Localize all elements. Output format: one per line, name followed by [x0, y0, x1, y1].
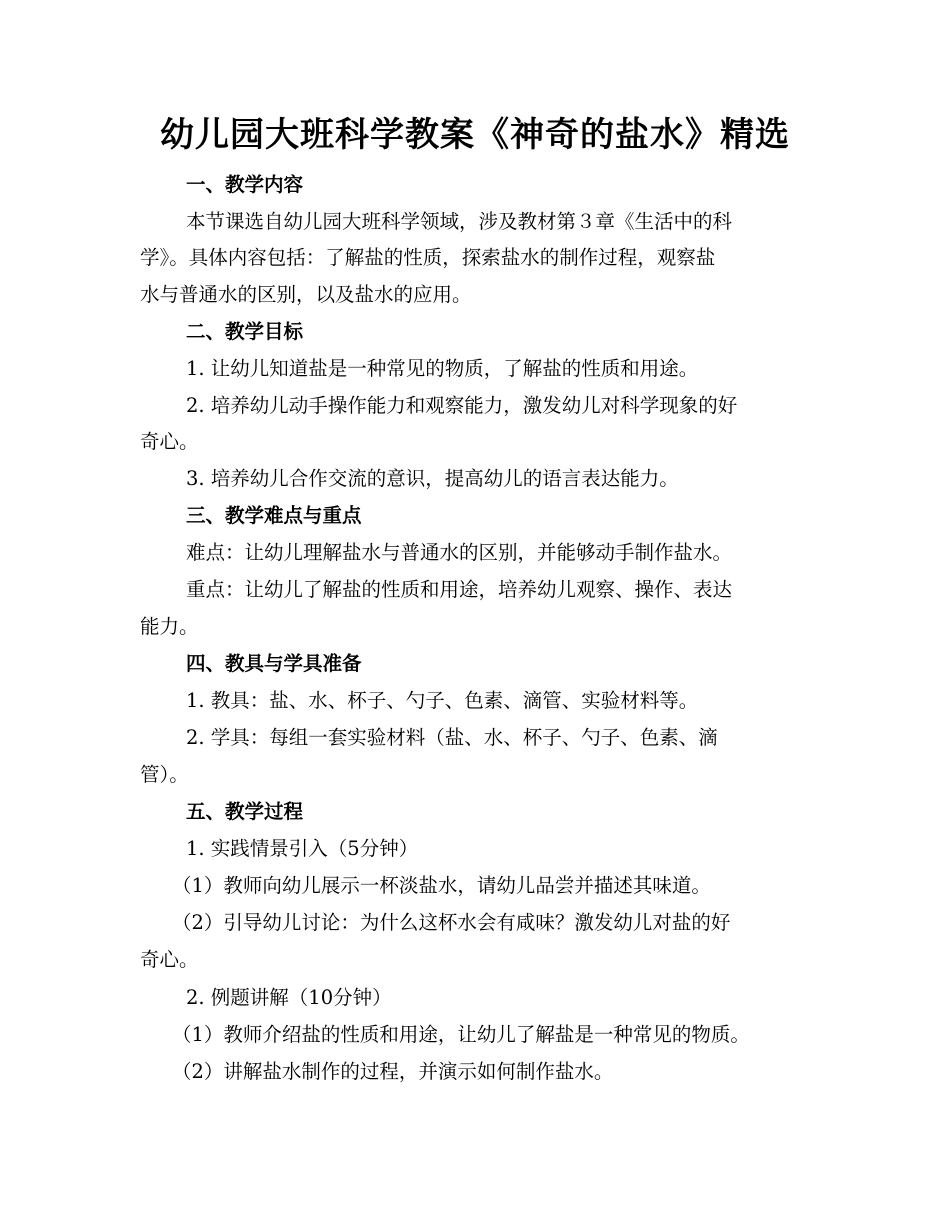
document-title: 幼儿园大班科学教案《神奇的盐水》精选: [160, 115, 790, 155]
sub-list-item: （1）教师介绍盐的性质和用途，让幼儿了解盐是一种常见的物质。: [172, 1023, 750, 1046]
list-item: 1. 实践情景引入（5分钟）: [186, 837, 419, 860]
section-heading-objectives: 二、教学目标: [186, 320, 304, 343]
section-heading-process: 五、教学过程: [186, 800, 304, 823]
paragraph-line: 水与普通水的区别，以及盐水的应用。: [140, 283, 472, 306]
list-item: 3. 培养幼儿合作交流的意识，提高幼儿的语言表达能力。: [186, 467, 679, 490]
sub-list-item: （2）讲解盐水制作的过程，并演示如何制作盐水。: [172, 1060, 614, 1083]
paragraph-line: 重点：让幼儿了解盐的性质和用途，培养幼儿观察、操作、表达: [186, 578, 733, 601]
list-item: 1. 让幼儿知道盐是一种常见的物质，了解盐的性质和用途。: [186, 357, 699, 380]
section-heading-difficulties: 三、教学难点与重点: [186, 504, 362, 527]
sub-list-item-continuation: 奇心。: [140, 948, 199, 971]
paragraph-line: 本节课选自幼儿园大班科学领域，涉及教材第３章《生活中的科: [186, 210, 733, 233]
list-item: 2. 例题讲解（10分钟）: [186, 986, 392, 1009]
list-item: 2. 培养幼儿动手操作能力和观察能力，激发幼儿对科学现象的好: [186, 394, 738, 417]
sub-list-item: （1）教师向幼儿展示一杯淡盐水，请幼儿品尝并描述其味道。: [172, 874, 711, 897]
section-heading-materials: 四、教具与学具准备: [186, 652, 362, 675]
list-item-continuation: 管）。: [140, 763, 189, 786]
section-heading-content: 一、教学内容: [186, 173, 304, 196]
paragraph-line: 难点：让幼儿理解盐水与普通水的区别，并能够动手制作盐水。: [186, 541, 733, 564]
sub-list-item: （2）引导幼儿讨论：为什么这杯水会有咸味？激发幼儿对盐的好: [172, 911, 731, 934]
paragraph-line: 能力。: [140, 615, 199, 638]
list-item: 1. 教具：盐、水、杯子、勺子、色素、滴管、实验材料等。: [186, 689, 699, 712]
list-item: 2. 学具：每组一套实验材料（盐、水、杯子、勺子、色素、滴: [186, 726, 718, 749]
list-item-continuation: 奇心。: [140, 430, 199, 453]
paragraph-line: 学》。具体内容包括：了解盐的性质，探索盐水的制作过程，观察盐: [140, 246, 716, 269]
